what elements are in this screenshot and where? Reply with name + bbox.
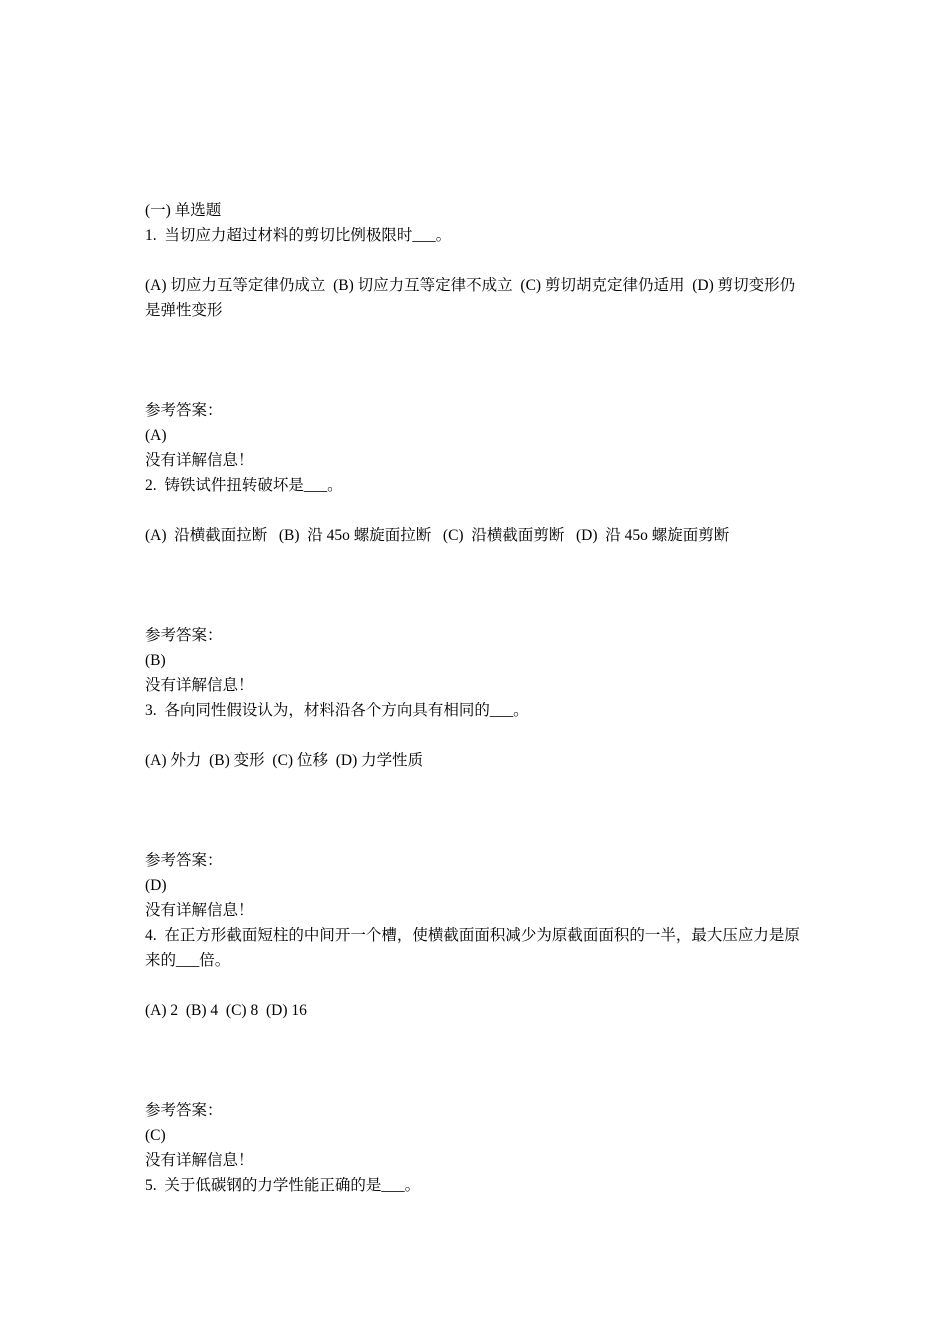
question-block <box>145 923 810 1173</box>
question-block <box>145 1173 810 1198</box>
question-options: (A) 切应力互等定律仍成立 (B) 切应力互等定律不成立 (C) 剪切胡克定律仍适用 (D) 剪切变形仍是弹性变形 <box>145 277 796 319</box>
question-stem: 3. 各向同性假设认为，材料沿各个方向具有相同的___。 <box>145 702 529 719</box>
question-options: (A) 外力 (B) 变形 (C) 位移 (D) 力学性质 <box>145 752 424 769</box>
answer-value: (B) <box>145 652 166 669</box>
answer-label: 参考答案： <box>145 1102 223 1119</box>
answer-label: 参考答案： <box>145 852 223 869</box>
question-options: (A) 2 (B) 4 (C) 8 (D) 16 <box>145 1002 307 1019</box>
no-detail-note: 没有详解信息！ <box>145 677 254 694</box>
answer-value: (A) <box>145 427 167 444</box>
no-detail-note: 没有详解信息！ <box>145 1152 254 1169</box>
question-block <box>145 223 810 473</box>
question-options: (A) 沿横截面拉断 (B) 沿 45o 螺旋面拉断 (C) 沿横截面剪断 (D) 沿 45o 螺旋面剪断 <box>145 527 730 544</box>
answer-value: (C) <box>145 1127 166 1144</box>
no-detail-note: 没有详解信息！ <box>145 452 254 469</box>
question-stem: 2. 铸铁试件扭转破坏是___。 <box>145 477 343 494</box>
question-stem: 1. 当切应力超过材料的剪切比例极限时___。 <box>145 227 452 244</box>
answer-label: 参考答案： <box>145 402 223 419</box>
answer-label: 参考答案： <box>145 627 223 644</box>
document-page <box>145 198 810 1198</box>
question-stem: 4. 在正方形截面短柱的中间开一个槽，使横截面面积减少为原截面面积的一半，最大压应力是原来的___倍。 <box>145 927 800 969</box>
question-block <box>145 473 810 698</box>
answer-value: (D) <box>145 877 167 894</box>
question-stem: 5. 关于低碳钢的力学性能正确的是___。 <box>145 1177 421 1194</box>
no-detail-note: 没有详解信息！ <box>145 902 254 919</box>
section-title: (一) 单选题 <box>145 202 222 219</box>
question-block <box>145 698 810 923</box>
